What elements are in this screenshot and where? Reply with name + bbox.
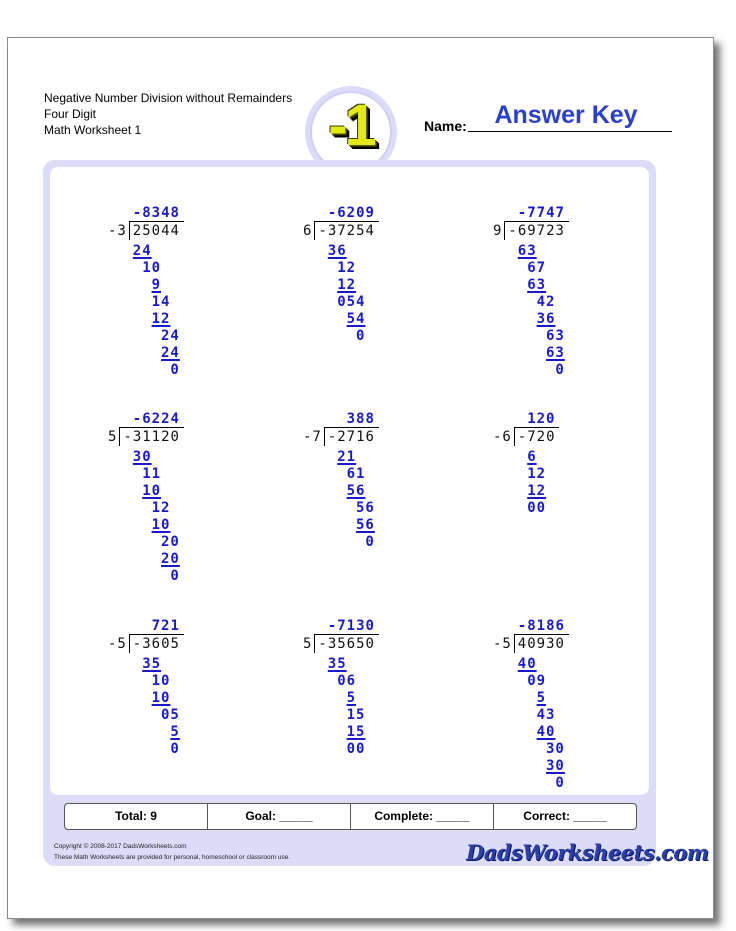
product-step: 24 [132, 243, 152, 259]
quotient: 388 [346, 411, 375, 427]
division-problem [493, 411, 703, 591]
name-field-line [468, 131, 672, 132]
worksheet-badge-number: -1 [328, 93, 374, 158]
remainder-step: 42 [536, 294, 556, 310]
product-step: 36 [327, 243, 347, 259]
quotient: -6209 [327, 205, 375, 221]
remainder-step: 14 [151, 294, 171, 310]
product-step: 20 [161, 551, 180, 567]
dadsworksheets-logo: DadsWorksheets.com [466, 840, 709, 865]
product-step: 5 [170, 724, 180, 740]
product-step: 54 [346, 311, 366, 327]
remainder-step: 0 [555, 362, 565, 378]
divisor: -7 [303, 429, 322, 445]
remainder-step: 00 [346, 741, 366, 757]
divisor: 5 [303, 636, 313, 652]
dividend: 25044 [132, 223, 180, 239]
dividend: -3605 [132, 636, 180, 652]
dividend: -2716 [327, 429, 375, 445]
product-step: 35 [142, 656, 162, 672]
division-problem [303, 411, 513, 591]
remainder-step: 0 [356, 328, 366, 344]
product-step: 30 [546, 758, 565, 774]
division-problem [303, 618, 513, 798]
dividend: -31120 [123, 429, 180, 445]
remainder-step: 0 [170, 362, 180, 378]
product-step: 63 [517, 243, 537, 259]
division-problem [303, 205, 513, 385]
remainder-step: 20 [161, 534, 180, 550]
name-label: Name: [424, 118, 467, 134]
remainder-step: 11 [142, 466, 162, 482]
remainder-step: 24 [161, 328, 180, 344]
complete-field: Complete: _____ [351, 804, 494, 829]
remainder-step: 56 [356, 500, 375, 516]
product-step: 9 [151, 277, 162, 293]
copyright-text: Copyright © 2008-2017 DadsWorksheets.com [54, 843, 187, 850]
remainder-step: 0 [170, 741, 180, 757]
remainder-step: 05 [161, 707, 180, 723]
total-count: Total: 9 [65, 804, 208, 829]
divisor: 6 [303, 223, 313, 239]
division-bracket [314, 221, 315, 240]
division-bracket [314, 634, 315, 653]
product-step: 6 [527, 449, 537, 465]
divisor: 9 [493, 223, 503, 239]
correct-field: Correct: _____ [523, 809, 607, 823]
dividend: -69723 [508, 223, 565, 239]
product-step: 63 [546, 345, 565, 361]
score-bar [64, 803, 637, 830]
remainder-step: 12 [527, 466, 547, 482]
division-problem [108, 205, 318, 385]
dividend: -35650 [318, 636, 375, 652]
divisor: -5 [108, 636, 127, 652]
remainder-step: 61 [346, 466, 366, 482]
dividend: -720 [517, 429, 556, 445]
division-problem [108, 411, 318, 591]
remainder-step: 0 [170, 568, 180, 584]
worksheet-title: Negative Number Division without Remainders [44, 91, 293, 105]
division-bracket [504, 221, 505, 240]
remainder-step: 09 [527, 673, 547, 689]
quotient: -7747 [517, 205, 565, 221]
dividend: -37254 [318, 223, 375, 239]
division-bracket [119, 427, 120, 446]
product-step: 63 [527, 277, 547, 293]
quotient: -7130 [327, 618, 375, 634]
product-step: 10 [151, 690, 171, 706]
quotient: -8348 [132, 205, 180, 221]
product-step: 10 [151, 517, 171, 533]
product-step: 5 [536, 690, 547, 706]
remainder-step: 0 [365, 534, 375, 550]
product-step: 36 [536, 311, 556, 327]
quotient: -8186 [517, 618, 565, 634]
remainder-step: 43 [536, 707, 556, 723]
product-step: 12 [151, 311, 171, 327]
product-step: 56 [356, 517, 375, 533]
usage-text: These Math Worksheets are provided for personal, homeschool or classroom use. [54, 854, 291, 861]
answer-key-label: Answer Key [494, 101, 638, 129]
product-step: 24 [161, 345, 180, 361]
dividend: 40930 [517, 636, 565, 652]
divisor: -5 [493, 636, 512, 652]
divisor: -3 [108, 223, 127, 239]
product-step: 21 [337, 449, 357, 465]
product-step: 35 [327, 656, 347, 672]
division-bracket [129, 634, 130, 653]
product-step: 40 [517, 656, 537, 672]
remainder-step: 00 [527, 500, 547, 516]
remainder-step: 15 [346, 707, 366, 723]
division-bracket [514, 427, 515, 446]
remainder-step: 12 [337, 260, 357, 276]
divisor: -6 [493, 429, 512, 445]
remainder-step: 06 [337, 673, 357, 689]
remainder-step: 63 [546, 328, 565, 344]
quotient: 120 [527, 411, 556, 427]
product-step: 56 [346, 483, 366, 499]
remainder-step: 0 [555, 775, 565, 791]
goal-field: Goal: _____ [208, 804, 351, 829]
remainder-step: 10 [151, 673, 171, 689]
remainder-step: 054 [337, 294, 366, 310]
remainder-step: 12 [151, 500, 171, 516]
divisor: 5 [108, 429, 118, 445]
product-step: 12 [527, 483, 547, 499]
product-step: 12 [337, 277, 357, 293]
remainder-step: 30 [546, 741, 565, 757]
product-step: 5 [346, 690, 357, 706]
product-step: 15 [346, 724, 366, 740]
division-bracket [129, 221, 130, 240]
remainder-step: 67 [527, 260, 547, 276]
division-problem [493, 205, 703, 385]
product-step: 10 [142, 483, 162, 499]
worksheet-subtitle: Four Digit [44, 107, 97, 121]
division-bracket [324, 427, 325, 446]
quotient: -6224 [132, 411, 180, 427]
division-problem [493, 618, 703, 798]
quotient: 721 [151, 618, 180, 634]
product-step: 40 [536, 724, 556, 740]
product-step: 30 [132, 449, 152, 465]
division-bracket [514, 634, 515, 653]
worksheet-number: Math Worksheet 1 [44, 123, 142, 137]
division-problem [108, 618, 318, 798]
remainder-step: 10 [142, 260, 162, 276]
